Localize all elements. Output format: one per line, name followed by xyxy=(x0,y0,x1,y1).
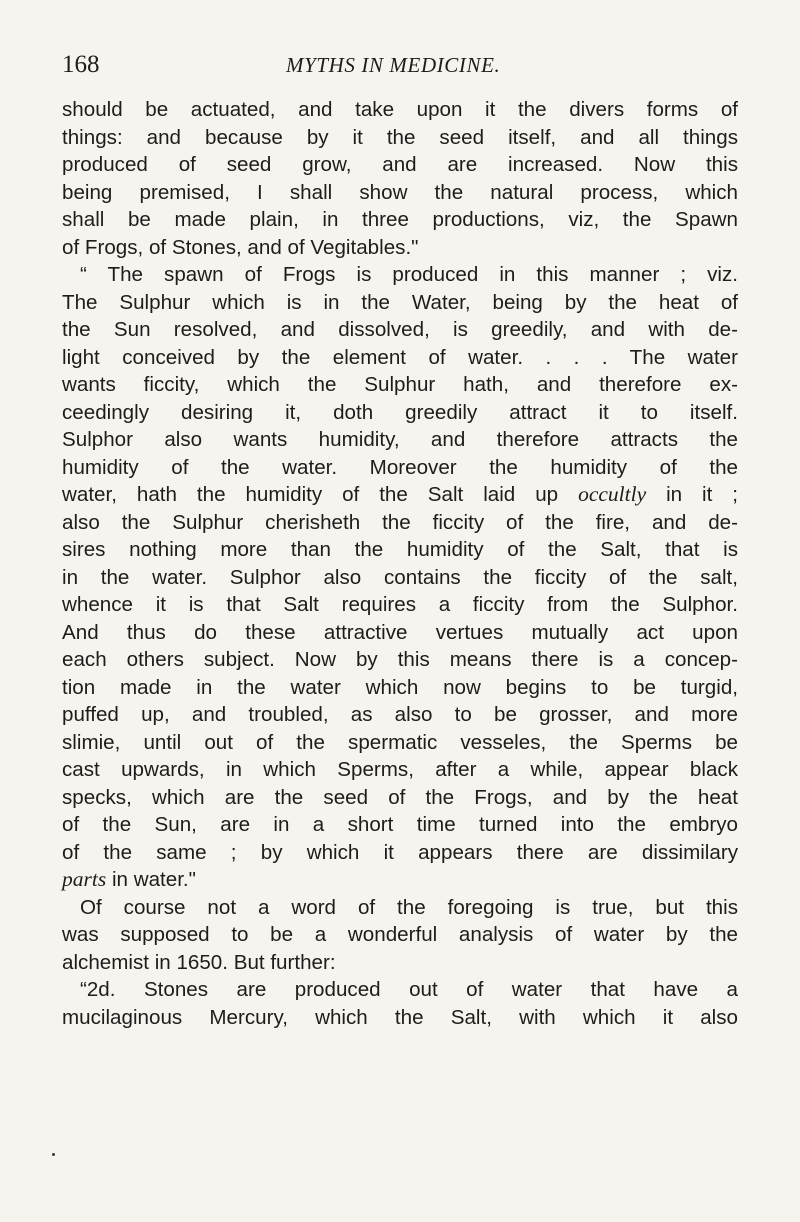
text-line: also the Sulphur cherisheth the ficcity of the fire, and de- xyxy=(62,510,738,534)
text-line: whence it is that Salt requires a ficcity from the Sulphor. xyxy=(62,593,738,616)
text-line: ceedingly desiring it, doth greedily attract it to itself. xyxy=(62,400,738,424)
text-line: in the water. Sulphor also contains the ficcity of the salt, xyxy=(62,565,738,589)
text-line: being premised, I shall show the natural process, which xyxy=(62,180,738,204)
text-segment: in water." xyxy=(106,868,196,891)
text-segment: in it ; xyxy=(646,483,738,506)
text-line: each others subject. Now by this means there is a concep- xyxy=(62,648,738,671)
body-text xyxy=(62,96,738,1031)
text-line: should be actuated, and take upon it the divers forms of xyxy=(62,98,738,121)
text-line xyxy=(62,481,738,509)
page-header xyxy=(62,48,742,82)
text-line: And thus do these attractive vertues mutually act upon xyxy=(62,620,738,644)
text-line: humidity of the water. Moreover the humidity of the xyxy=(62,455,738,479)
italic-word: parts xyxy=(62,867,107,891)
text-line: of Frogs, of Stones, and of Vegitables." xyxy=(62,235,419,259)
text-line: of the Sun, are in a short time turned into the embryo xyxy=(62,813,738,836)
text-segment: water, hath the humidity of the Salt laid up xyxy=(62,483,579,506)
text-line: produced of seed grow, and are increased. Now this xyxy=(62,153,738,176)
text-line: Of course not a word of the foregoing is true, but this xyxy=(80,895,738,919)
text-line: “2d. Stones are produced out of water that have a xyxy=(80,978,738,1001)
text-line: alchemist in 1650. But further: xyxy=(62,950,336,974)
margin-dot-icon xyxy=(52,1153,55,1156)
text-line xyxy=(62,866,738,894)
text-line: The Sulphur which is in the Water, being by the heat of xyxy=(62,290,738,314)
text-line: “ The spawn of Frogs is produced in this manner ; viz. xyxy=(80,263,738,286)
text-line: of the same ; by which it appears there are dissimilary xyxy=(62,840,738,864)
text-line: things: and because by it the seed itself, and all things xyxy=(62,125,738,149)
page-number: 168 xyxy=(62,51,100,78)
text-line: shall be made plain, in three productions, viz, the Spawn xyxy=(62,208,738,231)
text-line: tion made in the water which now begins to be turgid, xyxy=(62,675,738,699)
text-line: cast upwards, in which Sperms, after a while, appear black xyxy=(62,758,738,781)
text-line: mucilaginous Mercury, which the Salt, with which it also xyxy=(62,1005,738,1029)
text-line: light conceived by the element of water. . . . The water xyxy=(62,345,738,369)
text-line: puffed up, and troubled, as also to be grosser, and more xyxy=(62,703,738,726)
text-line: specks, which are the seed of the Frogs, and by the heat xyxy=(62,785,738,809)
text-line: slimie, until out of the spermatic vesseles, the Sperms be xyxy=(62,730,738,754)
text-line: sires nothing more than the humidity of the Salt, that is xyxy=(62,538,738,561)
text-line: wants ficcity, which the Sulphur hath, and therefore ex- xyxy=(62,373,738,396)
text-line: was supposed to be a wonderful analysis of water by the xyxy=(62,923,738,946)
running-head: MYTHS IN MEDICINE. xyxy=(286,53,501,77)
text-line: Sulphor also wants humidity, and therefore attracts the xyxy=(62,428,738,451)
text-line: the Sun resolved, and dissolved, is greedily, and with de- xyxy=(62,318,738,341)
italic-word: occultly xyxy=(578,482,647,506)
